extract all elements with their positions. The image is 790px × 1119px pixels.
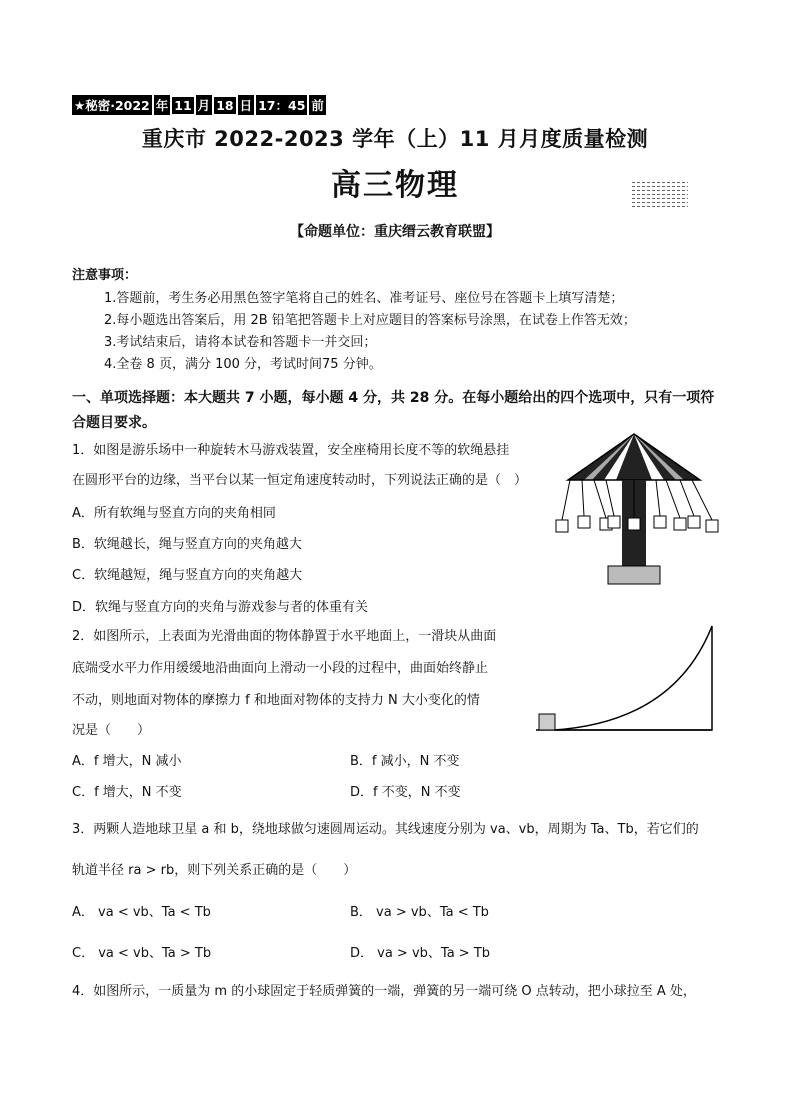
subject-title: 高三物理 (331, 168, 459, 203)
question-3-option-b: B． va > vb、Ta < Tb (350, 905, 489, 920)
question-2-option-c: C．f 增大，N 不变 (72, 785, 182, 800)
question-3-line: 轨道半径 ra > rb，则下列关系正确的是（ ） (72, 863, 357, 878)
question-2-option-a: A．f 增大，N 减小 (72, 754, 182, 769)
question-3-option-c: C． va < vb、Ta > Tb (72, 946, 212, 961)
decorative-hatch (632, 179, 688, 207)
secret-word: 年 (154, 95, 171, 115)
note-item: 2.每小题选出答案后，用 2B 铅笔把答题卡上对应题目的答案标号涂黑，在试卷上作答无效； (104, 313, 636, 328)
section-heading: 一、单项选择题：本大题共 7 小题，每小题 4 分，共 28 分。在每小题给出的四个选项中，只有一项符合题目要求。 (72, 390, 715, 431)
secret-word: ★秘密·2022 (72, 95, 152, 115)
question-4-line: 4．如图所示，一质量为 m 的小球固定于轻质弹簧的一端，弹簧的另一端可绕 O 点转动，把小球拉至 A 处， (72, 984, 696, 999)
secret-word: 17：45 (256, 95, 307, 115)
note-item: 4.全卷 8 页，满分 100 分，考试时间75 分钟。 (104, 357, 382, 372)
confidential-mark (72, 96, 328, 114)
secret-word: 18 (216, 97, 234, 113)
question-1-option-c: C．软绳越短，绳与竖直方向的夹角越大 (72, 568, 303, 583)
question-1-option-a: A．所有软绳与竖直方向的夹角相同 (72, 506, 276, 521)
question-2-option-b: B．f 减小，N 不变 (350, 754, 460, 769)
issuing-unit: 【命题单位：重庆缙云教育联盟】 (290, 224, 500, 240)
exam-title: 重庆市 2022-2023 学年（上）11 月月度质量检测 (141, 127, 649, 151)
question-3-line: 3．两颗人造地球卫星 a 和 b，绕地球做匀速圆周运动。其线速度分别为 va、vb，周期为 Ta、Tb，若它们的 (72, 822, 699, 837)
question-1-line: 1．如图是游乐场中一种旋转木马游戏装置，安全座椅用长度不等的软绳悬挂 (72, 443, 510, 458)
question-1-option-d: D．软绳与竖直方向的夹角与游戏参与者的体重有关 (72, 600, 369, 615)
secret-word: 前 (309, 95, 326, 115)
secret-word: 日 (238, 95, 255, 115)
question-1-line: 在圆形平台的边缘，当平台以某一恒定角速度转动时，下列说法正确的是（ ） (72, 473, 528, 488)
question-2-line: 况是（ ） (72, 723, 151, 738)
question-2-line: 2．如图所示，上表面为光滑曲面的物体静置于水平地面上，一滑块从曲面 (72, 629, 497, 644)
secret-word: 11 (174, 97, 192, 113)
notes-heading: 注意事项： (72, 268, 138, 283)
question-3-option-a: A． va < vb、Ta < Tb (72, 905, 211, 920)
note-item: 1.答题前，考生务必用黑色签字笔将自己的姓名、准考证号、座位号在答题卡上填写清楚； (104, 291, 624, 306)
question-3-option-d: D． va > vb、Ta > Tb (350, 946, 491, 961)
question-2-line: 不动，则地面对物体的摩擦力 f 和地面对物体的支持力 N 大小变化的情 (72, 693, 480, 708)
curved-surface-figure (534, 622, 720, 734)
question-1-option-b: B．软绳越长，绳与竖直方向的夹角越大 (72, 537, 302, 552)
question-2-option-d: D．f 不变，N 不变 (350, 785, 461, 800)
carousel-figure (548, 432, 724, 588)
secret-word: 月 (196, 95, 213, 115)
note-item: 3.考试结束后，请将本试卷和答题卡一并交回； (104, 335, 377, 350)
question-2-line: 底端受水平力作用缓缓地沿曲面向上滑动一小段的过程中，曲面始终静止 (72, 661, 489, 676)
